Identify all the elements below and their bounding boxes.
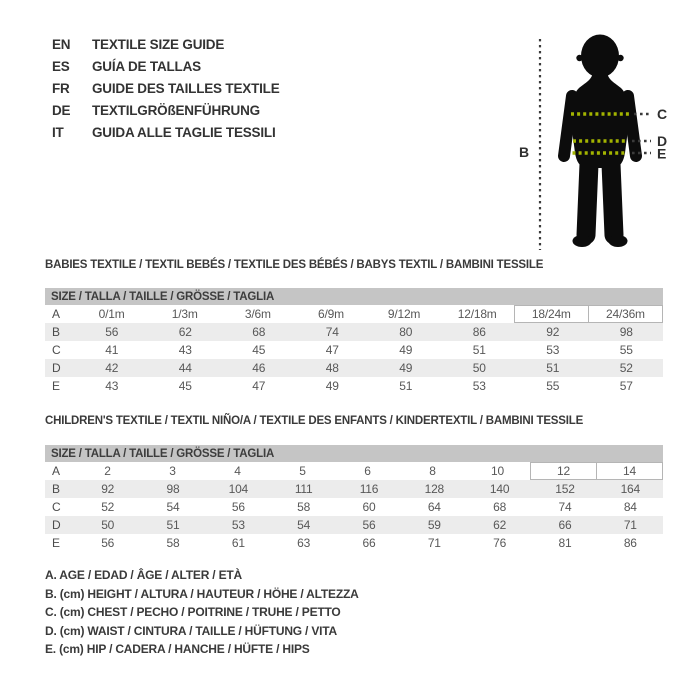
row-label: B bbox=[52, 325, 60, 339]
language-title: GUIDE DES TAILLES TEXTILE bbox=[92, 80, 280, 96]
language-code: FR bbox=[52, 80, 70, 96]
children-cell: 140 bbox=[489, 482, 510, 496]
children-cell: 81 bbox=[558, 536, 572, 550]
children-cell: 86 bbox=[623, 536, 637, 550]
children-cell: 68 bbox=[493, 500, 507, 514]
babies-cell: 55 bbox=[546, 379, 560, 393]
children-cell: 56 bbox=[101, 536, 115, 550]
language-title: TEXTILE SIZE GUIDE bbox=[92, 36, 225, 52]
babies-cell-highlighted: 18/24m bbox=[514, 305, 588, 323]
row-label: D bbox=[52, 518, 61, 532]
children-cell: 53 bbox=[231, 518, 245, 532]
children-row-c bbox=[45, 498, 663, 516]
children-cell: 4 bbox=[234, 464, 241, 478]
babies-cell: 55 bbox=[619, 343, 633, 357]
children-row-e bbox=[45, 534, 663, 552]
babies-cell: 48 bbox=[325, 361, 339, 375]
children-table-body bbox=[45, 462, 663, 552]
children-table-title: CHILDREN'S TEXTILE / TEXTIL NIÑO/A / TEXTILE DES ENFANTS / KINDERTEXTIL / BAMBINI TESSILE bbox=[45, 415, 584, 427]
babies-cell: 45 bbox=[178, 379, 192, 393]
legend-line-e: E. (cm) HIP / CADERA / HANCHE / HÜFTE / HIPS bbox=[45, 642, 310, 657]
children-cell: 104 bbox=[228, 482, 249, 496]
row-label: A bbox=[52, 307, 60, 321]
children-cell: 56 bbox=[362, 518, 376, 532]
children-cell: 54 bbox=[166, 500, 180, 514]
row-label: C bbox=[52, 500, 61, 514]
measurement-legend bbox=[45, 566, 359, 659]
language-title: GUÍA DE TALLAS bbox=[92, 58, 201, 74]
babies-cell: 49 bbox=[399, 361, 413, 375]
babies-cell: 43 bbox=[178, 343, 192, 357]
babies-cell: 12/18m bbox=[457, 307, 497, 321]
language-title: GUIDA ALLE TAGLIE TESSILI bbox=[92, 124, 276, 140]
children-cell: 6 bbox=[364, 464, 371, 478]
babies-cell: 74 bbox=[325, 325, 339, 339]
waist-label: D bbox=[657, 133, 667, 149]
babies-cell: 50 bbox=[472, 361, 486, 375]
language-row-en bbox=[52, 33, 280, 55]
children-cell: 8 bbox=[429, 464, 436, 478]
chest-label: C bbox=[657, 106, 667, 122]
babies-cell: 49 bbox=[325, 379, 339, 393]
babies-cell: 46 bbox=[252, 361, 266, 375]
babies-table-body bbox=[45, 305, 663, 395]
babies-cell: 43 bbox=[105, 379, 119, 393]
children-row-b bbox=[45, 480, 663, 498]
babies-cell: 53 bbox=[472, 379, 486, 393]
row-label: B bbox=[52, 482, 60, 496]
language-list bbox=[52, 33, 280, 143]
babies-cell: 44 bbox=[178, 361, 192, 375]
babies-cell: 86 bbox=[472, 325, 486, 339]
children-cell: 76 bbox=[493, 536, 507, 550]
babies-cell: 41 bbox=[105, 343, 119, 357]
children-cell: 2 bbox=[104, 464, 111, 478]
children-cell: 59 bbox=[427, 518, 441, 532]
children-cell: 74 bbox=[558, 500, 572, 514]
children-cell: 56 bbox=[231, 500, 245, 514]
babies-cell: 68 bbox=[252, 325, 266, 339]
language-code: DE bbox=[52, 102, 71, 118]
children-cell: 164 bbox=[620, 482, 640, 496]
language-code: EN bbox=[52, 36, 71, 52]
babies-cell: 51 bbox=[399, 379, 413, 393]
children-cell: 60 bbox=[362, 500, 376, 514]
babies-table-title: BABIES TEXTILE / TEXTIL BEBÉS / TEXTILE DES BÉBÉS / BABYS TEXTIL / BAMBINI TESSILE bbox=[45, 259, 544, 271]
children-cell: 50 bbox=[101, 518, 115, 532]
children-cell: 61 bbox=[231, 536, 245, 550]
children-cell: 64 bbox=[427, 500, 441, 514]
legend-line-d: D. (cm) WAIST / CINTURA / TAILLE / HÜFTUNG / VITA bbox=[45, 623, 337, 638]
babies-cell: 45 bbox=[252, 343, 266, 357]
children-cell: 152 bbox=[555, 482, 575, 496]
children-row-a bbox=[45, 462, 663, 480]
babies-table-header: SIZE / TALLA / TAILLE / GRÖSSE / TAGLIA bbox=[45, 288, 663, 305]
babies-cell: 3/6m bbox=[244, 307, 271, 321]
language-row-es bbox=[52, 55, 280, 77]
row-label: A bbox=[52, 464, 60, 478]
babies-cell: 9/12m bbox=[387, 307, 421, 321]
children-cell: 128 bbox=[424, 482, 445, 496]
babies-row-d bbox=[45, 359, 663, 377]
babies-cell: 53 bbox=[546, 343, 560, 357]
babies-row-e bbox=[45, 377, 663, 395]
legend-line-b: B. (cm) HEIGHT / ALTURA / HAUTEUR / HÖHE / ALTEZZA bbox=[45, 586, 359, 601]
children-cell: 66 bbox=[362, 536, 376, 550]
row-label: E bbox=[52, 536, 60, 550]
babies-cell: 47 bbox=[325, 343, 339, 357]
children-cell: 54 bbox=[297, 518, 311, 532]
children-cell: 51 bbox=[166, 518, 180, 532]
hip-label: E bbox=[657, 145, 667, 162]
children-cell: 98 bbox=[166, 482, 180, 496]
children-cell: 58 bbox=[297, 500, 311, 514]
babies-cell: 49 bbox=[399, 343, 413, 357]
children-cell: 111 bbox=[294, 482, 313, 496]
children-size-table bbox=[45, 445, 663, 552]
babies-row-a bbox=[45, 305, 663, 323]
babies-cell-highlighted: 24/36m bbox=[588, 305, 663, 323]
babies-size-table bbox=[45, 288, 663, 395]
height-label: B bbox=[519, 144, 529, 160]
babies-cell: 56 bbox=[105, 325, 119, 339]
babies-cell: 51 bbox=[546, 361, 560, 375]
children-cell: 71 bbox=[427, 536, 441, 550]
children-cell: 52 bbox=[101, 500, 115, 514]
child-measurement-figure bbox=[513, 27, 673, 255]
children-cell: 58 bbox=[166, 536, 180, 550]
children-cell: 84 bbox=[623, 500, 637, 514]
babies-cell: 51 bbox=[472, 343, 486, 357]
babies-row-b bbox=[45, 323, 663, 341]
row-label: E bbox=[52, 379, 60, 393]
language-row-it bbox=[52, 121, 280, 143]
children-cell: 116 bbox=[359, 482, 379, 496]
babies-cell: 47 bbox=[252, 379, 266, 393]
language-code: IT bbox=[52, 124, 64, 140]
legend-line-c: C. (cm) CHEST / PECHO / POITRINE / TRUHE / PETTO bbox=[45, 605, 341, 620]
children-cell: 3 bbox=[169, 464, 176, 478]
babies-row-c bbox=[45, 341, 663, 359]
children-cell: 92 bbox=[101, 482, 115, 496]
language-row-fr bbox=[52, 77, 280, 99]
children-cell-highlighted: 12 bbox=[530, 462, 596, 480]
babies-cell: 52 bbox=[619, 361, 633, 375]
row-label: D bbox=[52, 361, 61, 375]
children-cell-highlighted: 14 bbox=[596, 462, 663, 480]
children-cell: 71 bbox=[623, 518, 637, 532]
babies-cell: 62 bbox=[178, 325, 192, 339]
babies-cell: 92 bbox=[546, 325, 560, 339]
babies-cell: 80 bbox=[399, 325, 413, 339]
children-table-header: SIZE / TALLA / TAILLE / GRÖSSE / TAGLIA bbox=[45, 445, 663, 462]
children-cell: 66 bbox=[558, 518, 572, 532]
babies-cell: 0/1m bbox=[98, 307, 125, 321]
language-title: TEXTILGRÖßENFÜHRUNG bbox=[92, 102, 260, 118]
babies-cell: 1/3m bbox=[171, 307, 198, 321]
language-code: ES bbox=[52, 58, 70, 74]
babies-cell: 98 bbox=[619, 325, 633, 339]
children-row-d bbox=[45, 516, 663, 534]
legend-line-a: A. AGE / EDAD / ÂGE / ALTER / ETÀ bbox=[45, 568, 242, 582]
children-cell: 63 bbox=[297, 536, 311, 550]
row-label: C bbox=[52, 343, 61, 357]
children-cell: 10 bbox=[491, 464, 504, 478]
babies-cell: 57 bbox=[619, 379, 633, 393]
babies-cell: 42 bbox=[105, 361, 119, 375]
children-cell: 5 bbox=[299, 464, 306, 478]
children-cell: 62 bbox=[493, 518, 507, 532]
language-row-de bbox=[52, 99, 280, 121]
babies-cell: 6/9m bbox=[317, 307, 344, 321]
